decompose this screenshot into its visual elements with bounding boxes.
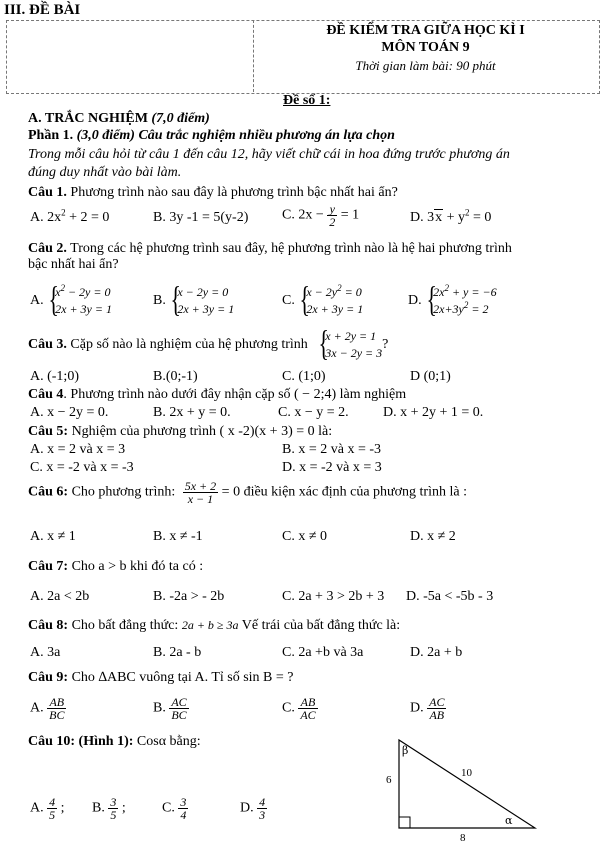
exam-title: ĐỀ KIỂM TRA GIỮA HỌC KÌ I bbox=[326, 23, 525, 38]
q9-option-b: B. $\frac{AC}{BC}$ bbox=[153, 695, 187, 722]
q7-option-a: A. 2a < 2b bbox=[30, 589, 90, 604]
q7-stem bbox=[28, 559, 203, 575]
part1-heading bbox=[28, 128, 395, 144]
q3-option-c: C. (1;0) bbox=[282, 369, 326, 384]
q5-option-b: B. x = 2 và x = -3 bbox=[282, 442, 382, 457]
side-left-label: 6 bbox=[386, 774, 392, 786]
q10-label: Câu 10: (Hình 1): bbox=[28, 734, 134, 749]
q4-text: . Phương trình nào dưới đây nhận cặp số ( − 2;4) làm nghiệm bbox=[63, 387, 407, 402]
q4-label: Câu 4 bbox=[28, 387, 64, 402]
part-a-points: (7,0 điểm) bbox=[151, 111, 210, 126]
q5-text: Nghiệm của phương trình ( x -2)(x + 3) = 0 là: bbox=[71, 424, 333, 439]
part1-title: Phần 1. bbox=[28, 128, 74, 143]
q5-stem bbox=[28, 424, 332, 440]
q1-text: Phương trình nào sau đây là phương trình bậc nhất hai ẩn? bbox=[70, 185, 398, 200]
q2-option-b: B. { x − 2y = 0 2x + 3y = 1 bbox=[153, 284, 234, 318]
q7-option-b: B. -2a > - 2b bbox=[153, 589, 225, 604]
q6-tail: điều kiện xác định của phương trình là : bbox=[243, 484, 467, 500]
q4-option-d: D. x + 2y + 1 = 0. bbox=[383, 405, 484, 420]
q10-text: Cosα bằng: bbox=[136, 734, 201, 749]
q3-qmark: ? bbox=[382, 337, 389, 352]
part-a-heading bbox=[28, 111, 210, 127]
q8-option-d: D. 2a + b bbox=[410, 645, 463, 660]
q6-stem bbox=[28, 480, 467, 505]
q5-option-d: D. x = -2 và x = 3 bbox=[282, 460, 382, 475]
q2-stem bbox=[28, 241, 512, 257]
right-angle-marker bbox=[399, 817, 410, 828]
q3-label: Câu 3. bbox=[28, 337, 67, 352]
q8-option-b: B. 2a - b bbox=[153, 645, 202, 660]
q8-label: Câu 8: bbox=[28, 618, 69, 633]
q9-option-a: A. $\frac{AB}{BC}$ bbox=[30, 695, 65, 722]
q6-eq: = 0 bbox=[221, 484, 241, 500]
q5-option-c: C. x = -2 và x = -3 bbox=[30, 460, 134, 475]
q9-label: Câu 9: bbox=[28, 670, 69, 685]
q5-option-a: A. x = 2 và x = 3 bbox=[30, 442, 126, 457]
q7-text: Cho a > b khi đó ta có : bbox=[71, 559, 204, 574]
angle-alpha-label: α bbox=[505, 814, 513, 827]
q10-option-d: D. $\frac{4}{3}$ bbox=[240, 795, 266, 822]
q3-stem bbox=[28, 328, 388, 362]
q7-option-d: D. -5a < -5b - 3 bbox=[406, 589, 494, 604]
angle-beta-label: β bbox=[402, 744, 409, 757]
q7-label: Câu 7: bbox=[28, 559, 69, 574]
subject-title: MÔN TOÁN 9 bbox=[381, 40, 470, 55]
q5-label: Câu 5: bbox=[28, 424, 69, 439]
q8-option-c: C. 2a +b và 3a bbox=[282, 645, 364, 660]
q3-text: Cặp số nào là nghiệm của hệ phương trình bbox=[70, 337, 308, 352]
q10-option-a: A. $\frac{4}{5}$ ; bbox=[30, 795, 65, 822]
q8-option-a: A. 3a bbox=[30, 645, 61, 660]
q9-option-d: D. $\frac{AC}{AB}$ bbox=[410, 695, 445, 722]
q2-option-d: D. { $2x^2 + y = -6$ $2x+3y^2 = 2$ bbox=[408, 284, 497, 318]
exam-number: Đề số 1: bbox=[283, 93, 331, 108]
q6-option-c: C. x ≠ 0 bbox=[282, 529, 328, 544]
q8-stem bbox=[28, 618, 400, 634]
q7-option-c: C. 2a + 3 > 2b + 3 bbox=[282, 589, 385, 604]
q2-option-a: A. { $x^2 - 2y = 0$ 2x + 3y = 1 bbox=[30, 284, 112, 318]
q1-label: Câu 1. bbox=[28, 185, 67, 200]
q3-option-a: A. (-1;0) bbox=[30, 369, 79, 384]
q1-option-b: B. 3y -1 = 5(y-2) bbox=[153, 210, 249, 225]
q4-option-c: C. x − y = 2. bbox=[278, 405, 349, 420]
instruction-line1: Trong mỗi câu hỏi từ câu 1 đến câu 12, hãy viết chữ cái in hoa đứng trước phương án bbox=[28, 147, 510, 162]
q10-option-c: C. $\frac{3}{4}$ bbox=[162, 795, 187, 822]
q1-option-c: C. 2x − $\frac{y}{2}$ = 1 bbox=[282, 202, 360, 229]
section-heading: III. ĐỀ BÀI bbox=[4, 2, 81, 18]
q9-stem bbox=[28, 670, 294, 686]
triangle-shape bbox=[399, 740, 535, 828]
q6-option-d: D. x ≠ 2 bbox=[410, 529, 456, 544]
q3-system: { x + 2y = 1 3x − 2y = 3 bbox=[317, 328, 382, 362]
q10-option-b: B. $\frac{3}{5}$ ; bbox=[92, 795, 126, 822]
q6-text: Cho phương trình: bbox=[71, 484, 176, 500]
q3-option-b: B.(0;-1) bbox=[153, 369, 198, 384]
q4-option-a: A. x − 2y = 0. bbox=[30, 405, 109, 420]
q8-expr: 2a + b ≥ 3a bbox=[181, 618, 239, 632]
side-bottom-label: 8 bbox=[460, 832, 466, 843]
q9-option-c: C. $\frac{AB}{AC}$ bbox=[282, 695, 316, 722]
right-triangle-figure bbox=[385, 735, 545, 843]
q1-option-d: D. $3x + y^2 = 0$ bbox=[410, 207, 492, 225]
q6-fraction: $\frac{5x + 2}{x - 1}$ bbox=[184, 479, 217, 506]
side-hyp-label: 10 bbox=[461, 767, 472, 779]
q10-stem bbox=[28, 734, 201, 750]
q8-tail: Vế trái của bất đẳng thức là: bbox=[241, 618, 401, 633]
q6-option-b: B. x ≠ -1 bbox=[153, 529, 203, 544]
q9-text: Cho ∆ABC vuông tại A. Tỉ số sin B = ? bbox=[71, 670, 294, 685]
q1-option-a: A. $2x^2 + 2 = 0$ bbox=[30, 207, 110, 225]
q2-text2: bậc nhất hai ẩn? bbox=[28, 257, 119, 272]
q8-text: Cho bất đẳng thức: bbox=[71, 618, 179, 633]
q3-option-d: D (0;1) bbox=[410, 369, 451, 384]
part-a-title: A. TRẮC NGHIỆM bbox=[28, 111, 148, 126]
q6-option-a: A. x ≠ 1 bbox=[30, 529, 76, 544]
q4-option-b: B. 2x + y = 0. bbox=[153, 405, 231, 420]
exam-time: Thời gian làm bài: 90 phút bbox=[355, 58, 496, 73]
part1-desc: (3,0 điểm) Câu trắc nghiệm nhiều phương án lựa chọn bbox=[76, 128, 395, 143]
q4-stem bbox=[28, 387, 406, 403]
q2-option-c: C. { $x - 2y^2 = 0$ 2x + 3y = 1 bbox=[282, 284, 363, 318]
q1-stem bbox=[28, 185, 398, 201]
q2-label: Câu 2. bbox=[28, 241, 67, 256]
q2-text1: Trong các hệ phương trình sau đây, hệ phương trình nào là hệ hai phương trình bbox=[70, 241, 512, 256]
q6-label: Câu 6: bbox=[28, 484, 69, 500]
instruction-line2: đúng duy nhất vào bài làm. bbox=[28, 165, 182, 180]
